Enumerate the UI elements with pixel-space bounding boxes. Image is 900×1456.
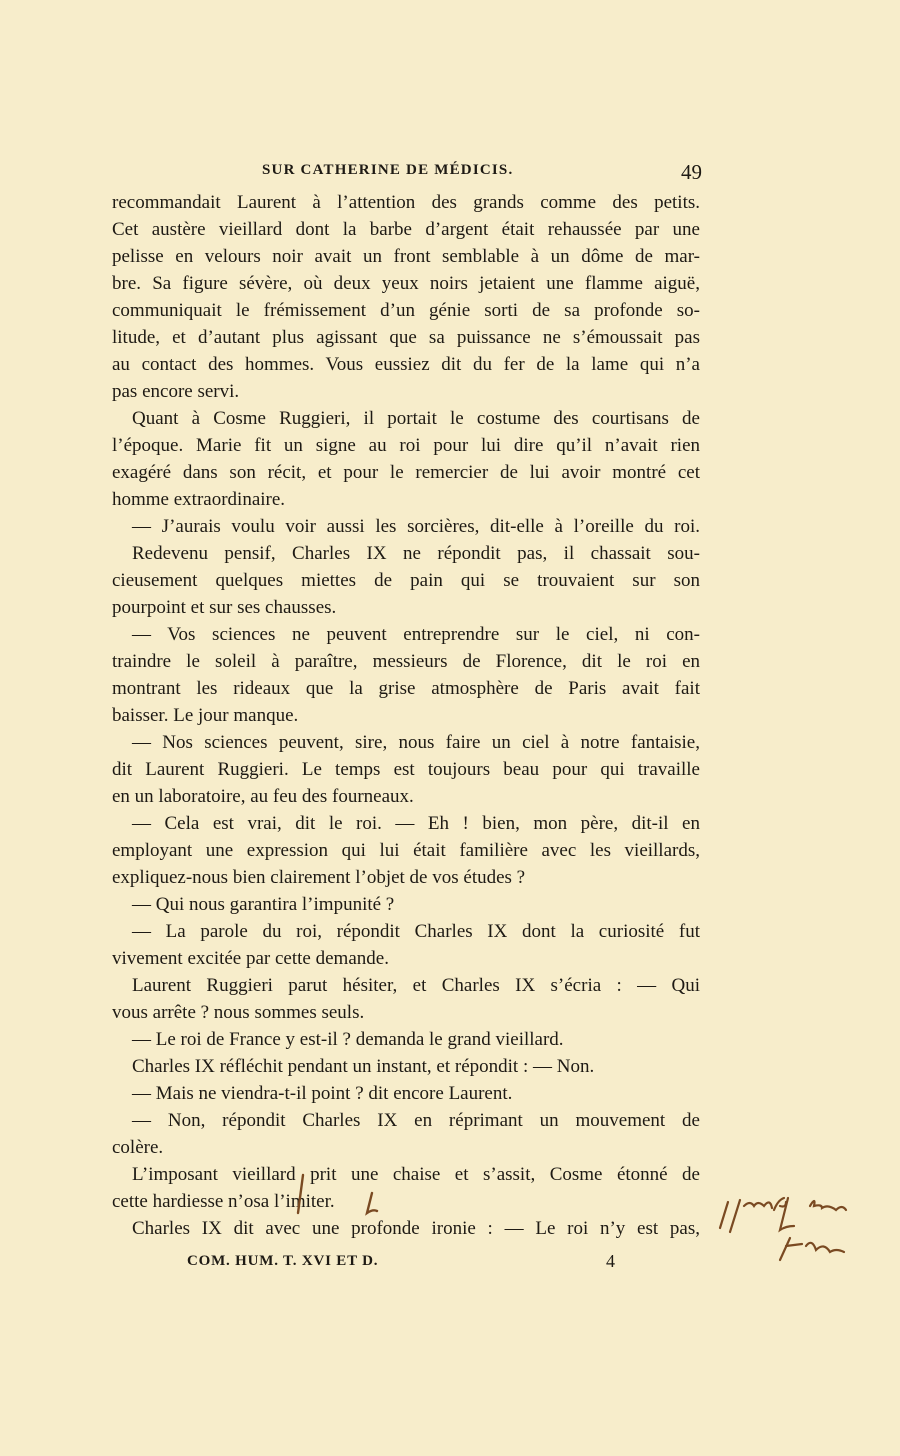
text-line: bre. Sa figure sévère, où deux yeux noirs jetaient une flamme aiguë, <box>112 273 700 294</box>
text-line: — Nos sciences peuvent, sire, nous faire un ciel à notre fantaisie, <box>132 732 700 753</box>
text-line: expliquez-nous bien clairement l’objet de vos études ? <box>112 867 526 888</box>
handwritten-annotation <box>700 1180 890 1280</box>
text-line: en un laboratoire, au feu des fourneaux. <box>112 786 414 807</box>
text-line: — Qui nous garantira l’impunité ? <box>132 894 395 915</box>
printer-signature: COM. HUM. T. XVI ET D. <box>187 1253 379 1269</box>
text-line: — Mais ne viendra-t-il point ? dit encore Laurent. <box>132 1083 513 1104</box>
body-text <box>112 189 700 1242</box>
text-line: litude, et d’autant plus agissant que sa puissance ne s’émoussait pas <box>112 327 700 348</box>
text-line: traindre le soleil à paraître, messieurs de Florence, dit le roi en <box>112 651 700 672</box>
text-line: homme extraordinaire. <box>112 489 286 510</box>
text-line: exagéré dans son récit, et pour le remercier de lui avoir montré cet <box>112 462 700 483</box>
text-line: l’époque. Marie fit un signe au roi pour lui dire qu’il n’avait rien <box>112 435 700 456</box>
text-line: Redevenu pensif, Charles IX ne répondit pas, il chassait sou- <box>132 543 700 564</box>
text-line: cieusement quelques miettes de pain qui se trouvaient sur son <box>112 570 700 591</box>
page-header <box>112 160 702 186</box>
text-line: pourpoint et sur ses chausses. <box>112 597 337 618</box>
page-number: 49 <box>681 160 702 184</box>
text-line: vivement excitée par cette demande. <box>112 948 389 969</box>
text-line: — Le roi de France y est-il ? demanda le grand vieillard. <box>132 1029 564 1050</box>
text-line: vous arrête ? nous sommes seuls. <box>112 1002 365 1023</box>
text-line: Quant à Cosme Ruggieri, il portait le costume des courtisans de <box>132 408 700 429</box>
text-line: colère. <box>112 1137 164 1158</box>
text-line: pelisse en velours noir avait un front semblable à un dôme de mar- <box>112 246 700 267</box>
text-line: cette hardiesse n’osa l’imiter. <box>112 1191 335 1212</box>
text-line: pas encore servi. <box>112 381 240 402</box>
text-line: Laurent Ruggieri parut hésiter, et Charles IX s’écria : — Qui <box>132 975 700 996</box>
text-line: Charles IX réfléchit pendant un instant, et répondit : — Non. <box>132 1056 595 1077</box>
handwritten-correction-marks <box>295 1173 385 1223</box>
running-title: SUR CATHERINE DE MÉDICIS. <box>262 162 514 178</box>
page-footer <box>112 1253 702 1277</box>
text-line: recommandait Laurent à l’attention des grands comme des petits. <box>112 192 700 213</box>
text-line: baisser. Le jour manque. <box>112 705 299 726</box>
text-line: au contact des hommes. Vous eussiez dit du fer de la lame qui n’a <box>112 354 700 375</box>
text-line: communiquait le frémissement d’un génie sorti de sa profonde so- <box>112 300 700 321</box>
text-line: employant une expression qui lui était familière avec les vieillards, <box>112 840 700 861</box>
sheet-number: 4 <box>606 1251 615 1271</box>
text-line: — Vos sciences ne peuvent entreprendre sur le ciel, ni con- <box>132 624 700 645</box>
text-line: — J’aurais voulu voir aussi les sorcières, dit-elle à l’oreille du roi. <box>132 516 700 537</box>
text-line: — Cela est vrai, dit le roi. — Eh ! bien, mon père, dit-il en <box>132 813 700 834</box>
text-line: L’imposant vieillard prit une chaise et s’assit, Cosme étonné de <box>132 1164 700 1185</box>
text-line: — La parole du roi, répondit Charles IX dont la curiosité fut <box>132 921 700 942</box>
text-line: Charles IX dit avec une profonde ironie : — Le roi n’y est pas, <box>132 1218 700 1239</box>
text-line: Cet austère vieillard dont la barbe d’argent était rehaussée par une <box>112 219 700 240</box>
text-line: montrant les rideaux que la grise atmosphère de Paris avait fait <box>112 678 700 699</box>
text-line: dit Laurent Ruggieri. Le temps est toujours beau pour qui travaille <box>112 759 700 780</box>
text-line: — Non, répondit Charles IX en réprimant un mouvement de <box>132 1110 700 1131</box>
